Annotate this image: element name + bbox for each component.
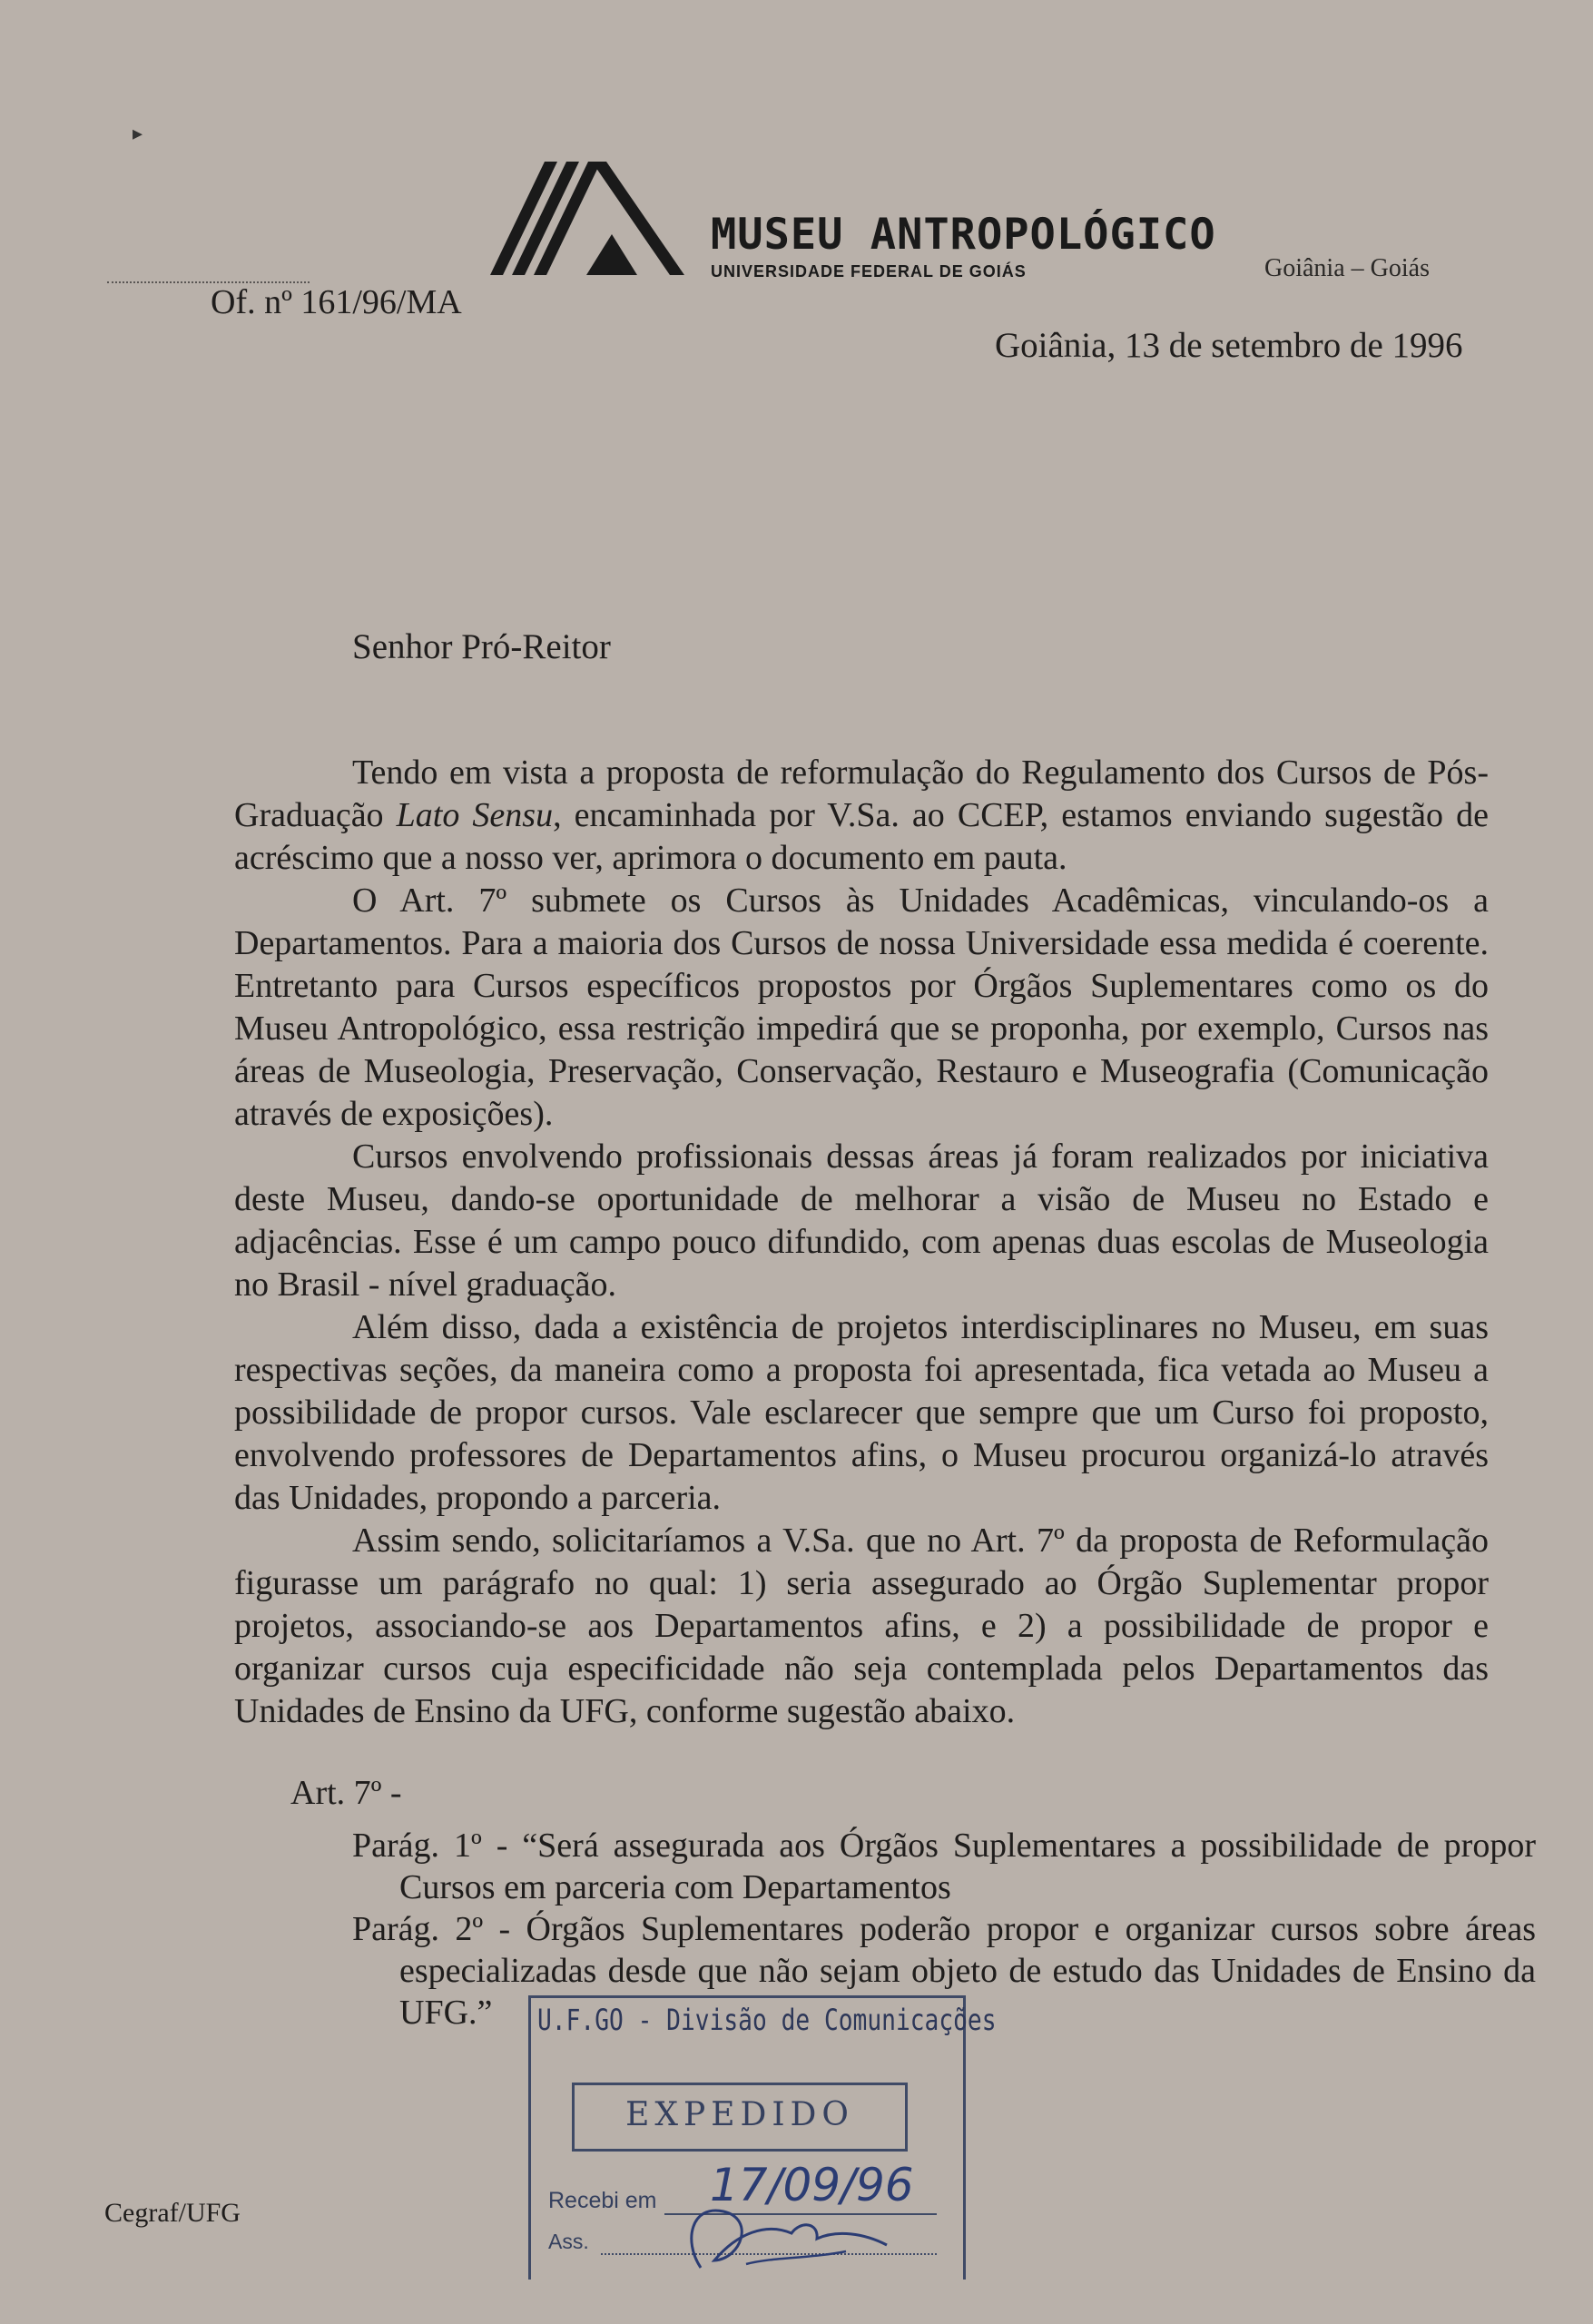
printer-credit: Cegraf/UFG bbox=[104, 2198, 241, 2228]
letter-date: Goiânia, 13 de setembro de 1996 bbox=[995, 326, 1463, 365]
paragraph-1: Tendo em vista a proposta de reformulação do Regulamento dos Cursos de Pós-Graduação Lato Sensu, encaminhada por V.Sa. ao CCEP, estamos enviando sugestão de acréscimo que a nosso ver, aprimora o documento em pauta. bbox=[234, 753, 1489, 877]
paragraph-5: Assim sendo, solicitaríamos a V.Sa. que no Art. 7º da proposta de Reformulação figurasse um parágrafo no qual: 1) seria assegurado ao Órgão Suplementar propor projetos, associando-se aos Departamentos afins, e 2) a possibilidade de propor e organizar cursos cuja especificidade não seja contemplada pelos Departamentos das Unidades de Ensino da UFG, conforme sugestão abaixo. bbox=[234, 1521, 1489, 1730]
dispatch-stamp bbox=[528, 1995, 997, 2284]
article-title: Art. 7º - bbox=[290, 1774, 402, 1812]
paragraph-4: Além disso, dada a existência de projetos interdisciplinares no Museu, em suas respectivas seções, da maneira como a proposta foi apresentada, fica vetada ao Museu a possibilidade de propor cursos. Vale esclarecer que sempre que um Curso foi proposto, envolvendo professores de Departamentos afins, o Museu procurou organizá-lo através das Unidades, propondo a parceria. bbox=[234, 1308, 1489, 1517]
stamp-received-label: Recebi em bbox=[548, 2188, 657, 2213]
header-city: Goiânia – Goiás bbox=[1264, 254, 1430, 282]
stamp-title: U.F.GO - Divisão de Comunicações bbox=[537, 2003, 997, 2037]
stamp-signature-label: Ass. bbox=[548, 2230, 589, 2253]
university-name: UNIVERSIDADE FEDERAL DE GOIÁS bbox=[711, 262, 1027, 281]
salutation: Senhor Pró-Reitor bbox=[352, 627, 611, 666]
museum-logo-icon bbox=[490, 162, 690, 275]
paragraph-article-1: Parág. 1º - “Será assegurada aos Órgãos Suplementares a possibilidade de propor Cursos em parceria com Departamentos bbox=[352, 1827, 1536, 1906]
stamp-received-date: 17/09/96 bbox=[710, 2159, 914, 2211]
letter-body bbox=[234, 752, 1489, 1733]
paragraph-article-2: Parág. 2º - Órgãos Suplementares poderão propor e organizar cursos sobre áreas especializadas desde que não sejam objeto de estudo das Unidades de Ensino da UFG.” bbox=[352, 1910, 1536, 2032]
paragraph-3: Cursos envolvendo profissionais dessas áreas já foram realizados por iniciativa deste Museu, dando-se oportunidade de melhorar a visão de Museu no Estado e adjacências. Esse é um campo pouco difundido, com apenas duas escolas de Museologia no Brasil - nível graduação. bbox=[234, 1137, 1489, 1304]
scan-speck: ▸ bbox=[133, 122, 143, 144]
museum-name: MUSEU ANTROPOLÓGICO bbox=[711, 210, 1216, 260]
paragraph-2: O Art. 7º submete os Cursos às Unidades Acadêmicas, vinculando-os a Departamentos. Para a maioria dos Cursos de nossa Universidade essa medida é coerente. Entretanto para Cursos específicos propostos por Órgãos Suplementares como os do Museu Antropológico, essa restrição impedirá que se proponha, por exemplo, Cursos nas áreas de Museologia, Preservação, Conservação, Restauro e Museografia (Comunicação através de exposições). bbox=[234, 881, 1489, 1133]
stamp-status: EXPEDIDO bbox=[625, 2096, 854, 2133]
letter-reference: Of. nº 161/96/MA bbox=[211, 283, 462, 321]
handwritten-signature-icon bbox=[528, 1995, 997, 2284]
